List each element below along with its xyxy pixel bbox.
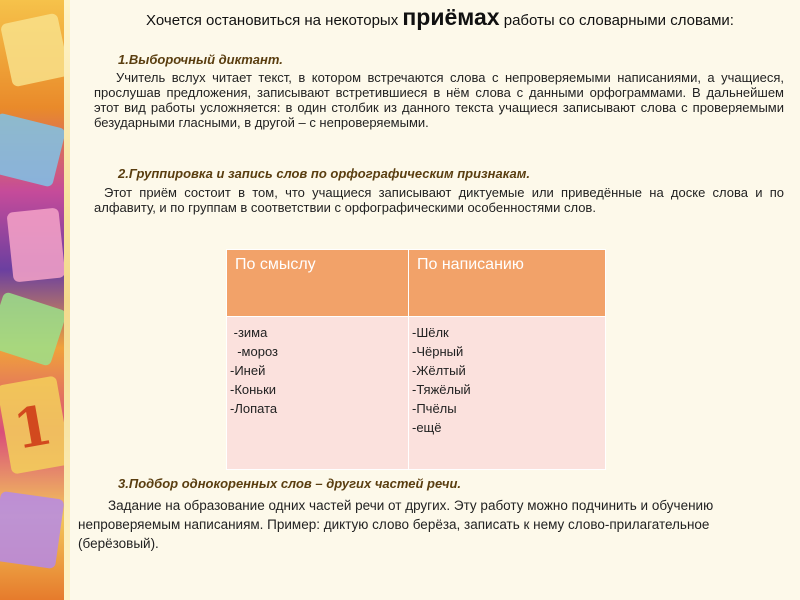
table-header-row <box>227 250 606 317</box>
title-emphasis: приёмах <box>402 4 500 30</box>
decor-cube <box>0 112 66 187</box>
word-item: -Иней <box>230 363 266 378</box>
decor-cube <box>6 207 65 282</box>
section1-text: Учитель вслух читает текст, в котором встречаются слова с непроверяемыми написаниями, а учащиеся, прослушав предложения, записывают встретившиеся в нём слова с данными орфограммами. В дальнейшем этот вид работы усложняется: в один столбик из данного текста учащиеся записывают слова с проверяемыми безударными гласными, в другой – с непроверяемыми. <box>94 70 784 130</box>
word-item: -Пчёлы <box>412 401 457 416</box>
page-title <box>95 4 785 30</box>
word-item: -Жёлтый <box>412 363 466 378</box>
decor-cube <box>0 491 65 569</box>
decor-digit-one: 1 <box>8 392 57 462</box>
table-header: По написанию <box>409 250 606 317</box>
word-item: -Лопата <box>230 401 278 416</box>
decor-cube <box>0 13 70 88</box>
decor-cube <box>0 291 67 367</box>
section2-heading: 2.Группировка и запись слов по орфографическим признакам. <box>118 166 530 181</box>
word-item: -Тяжёлый <box>412 382 471 397</box>
section2-text: Этот приём состоит в том, что учащиеся записывают диктуемые или приведённые на доске слова и по алфавиту, и по группам в соответствии с орфографическими особенностями слов. <box>94 185 784 215</box>
decor-edge <box>64 0 70 600</box>
section3-text: Задание на образование одних частей речи от других. Эту работу можно подчинить и обучению непроверяемым написаниям. Пример: диктую слово берёза, записать к нему слово-прилагательное (берёзовый). <box>78 498 714 551</box>
table-cell-meaning <box>227 317 409 470</box>
table-row <box>227 317 606 470</box>
word-item: -Чёрный <box>412 344 464 359</box>
words-table <box>226 249 606 470</box>
title-suffix: работы со словарными словами: <box>499 12 734 29</box>
word-item: -Шёлк <box>412 325 449 340</box>
decorative-border <box>0 0 70 600</box>
title-prefix: Хочется остановиться на некоторых <box>146 12 403 29</box>
word-item: -мороз <box>230 344 278 359</box>
table-header: По смыслу <box>227 250 409 317</box>
word-item: -зима <box>230 325 268 340</box>
table-cell-spelling <box>409 317 606 470</box>
word-item: -Коньки <box>230 382 277 397</box>
section1-heading: 1.Выборочный диктант. <box>118 52 283 67</box>
section3-heading: 3.Подбор однокоренных слов – других частей речи. <box>118 476 462 491</box>
word-item: -ещё <box>412 420 442 435</box>
